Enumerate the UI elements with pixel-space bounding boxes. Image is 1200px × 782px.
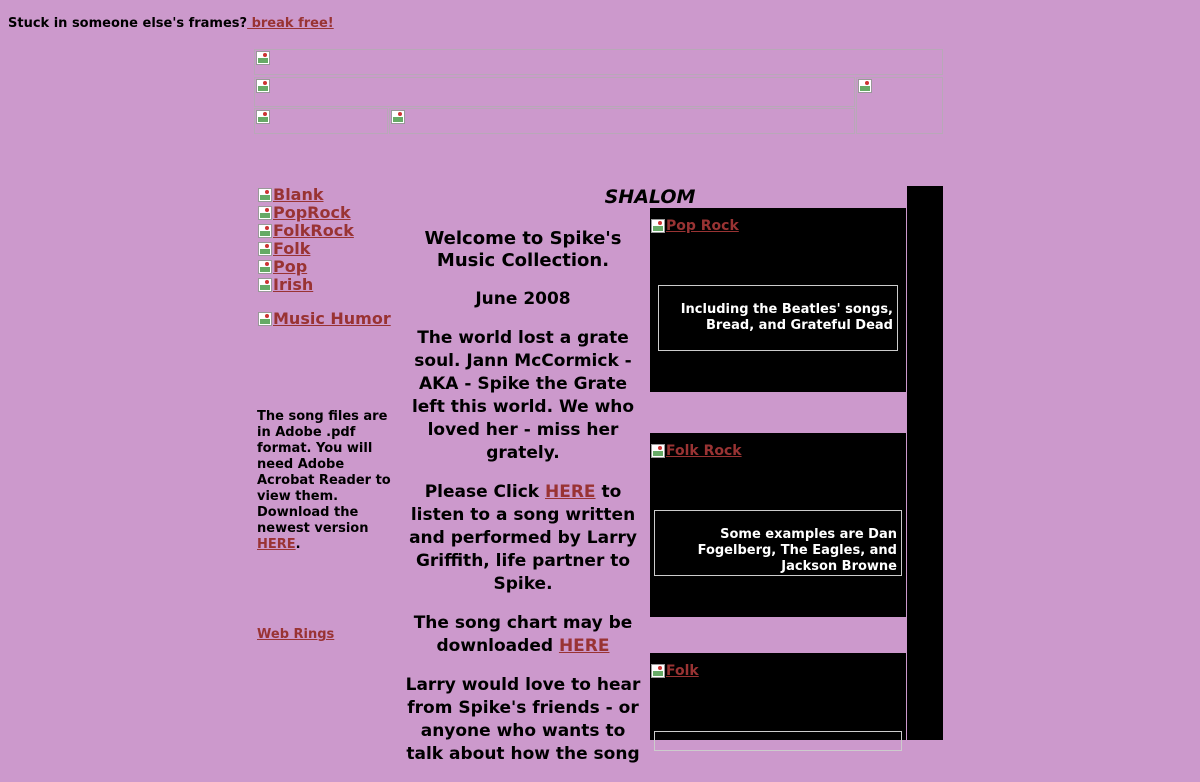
nav-link-blank[interactable]: Blank bbox=[273, 185, 324, 204]
shalom-heading: SHALOM bbox=[604, 186, 696, 208]
genre-description bbox=[654, 731, 902, 751]
frames-text: Stuck in someone else's frames? bbox=[8, 16, 248, 31]
genre-description: Some examples are Dan Fogelberg, The Eagles, and Jackson Browne bbox=[654, 510, 902, 576]
nav-item-irish[interactable] bbox=[257, 276, 354, 294]
web-rings bbox=[257, 627, 334, 642]
genre-link-label[interactable]: Folk Rock bbox=[666, 443, 742, 459]
larry-paragraph: Larry would love to hear from Spike's friends - or anyone who wants to talk about how the song bbox=[405, 675, 641, 764]
nav-item-pop[interactable] bbox=[257, 258, 354, 276]
song-files-end: . bbox=[295, 537, 301, 552]
broken-image-icon bbox=[650, 218, 666, 234]
welcome-heading: Welcome to Spike's Music Collection. bbox=[424, 228, 622, 271]
broken-image-icon bbox=[256, 79, 270, 93]
chart-paragraph bbox=[405, 612, 641, 658]
song-files-text: The song files are in Adobe .pdf format. You will need Adobe Acrobat Reader to view them. Download the newest version bbox=[257, 409, 391, 536]
main-content bbox=[405, 228, 641, 782]
genre-description: Including the Beatles' songs, Bread, and Grateful Dead bbox=[658, 285, 898, 351]
listen-pre: Please Click bbox=[424, 482, 545, 502]
genre-link-pop-rock[interactable] bbox=[650, 218, 739, 234]
header-left-image bbox=[254, 108, 388, 134]
header-side-image bbox=[856, 77, 943, 134]
genre-link-label[interactable]: Pop Rock bbox=[666, 218, 739, 234]
broken-image-icon bbox=[257, 223, 273, 239]
web-rings-link[interactable]: Web Rings bbox=[257, 627, 335, 642]
nav-link-pop[interactable]: Pop bbox=[273, 257, 308, 276]
nav-item-folk[interactable] bbox=[257, 240, 354, 258]
header-title-image bbox=[254, 77, 855, 107]
genre-link-folk[interactable] bbox=[650, 663, 699, 679]
broken-image-icon bbox=[257, 277, 273, 293]
listen-post: to listen to a song written and performed by Larry Griffith, life partner to Spike. bbox=[409, 482, 637, 594]
genre-box-folk bbox=[650, 653, 906, 740]
music-humor-link[interactable]: Music Humor bbox=[273, 309, 391, 328]
music-humor-item[interactable] bbox=[257, 309, 391, 328]
broken-image-icon bbox=[256, 110, 270, 124]
header-banner-image bbox=[254, 49, 943, 75]
nav-link-poprock[interactable]: PopRock bbox=[273, 203, 351, 222]
chart-pre: The song chart may be downloaded bbox=[413, 613, 633, 656]
adobe-download-link[interactable]: HERE bbox=[257, 537, 296, 552]
genre-nav bbox=[257, 186, 354, 294]
nav-link-irish[interactable]: Irish bbox=[273, 275, 314, 294]
nav-item-folkrock[interactable] bbox=[257, 222, 354, 240]
right-black-column bbox=[907, 186, 943, 740]
broken-image-icon bbox=[257, 311, 273, 327]
song-chart-link[interactable]: HERE bbox=[558, 636, 610, 656]
tribute-text: The world lost a grate soul. Jann McCormick - AKA - Spike the Grate left this world. We who loved her - miss her grately. bbox=[411, 328, 635, 463]
date-text: June 2008 bbox=[475, 289, 571, 309]
nav-item-blank[interactable] bbox=[257, 186, 354, 204]
broken-image-icon bbox=[257, 241, 273, 257]
nav-item-poprock[interactable] bbox=[257, 204, 354, 222]
genre-link-folk-rock[interactable] bbox=[650, 443, 742, 459]
song-files-note bbox=[257, 409, 397, 553]
frames-notice bbox=[8, 16, 334, 31]
genre-link-label[interactable]: Folk bbox=[666, 663, 699, 679]
broken-image-icon bbox=[257, 259, 273, 275]
genre-box-pop-rock bbox=[650, 208, 906, 392]
nav-link-folkrock[interactable]: FolkRock bbox=[273, 221, 354, 240]
listen-paragraph bbox=[405, 481, 641, 596]
broken-image-icon bbox=[256, 51, 270, 65]
broken-image-icon bbox=[257, 205, 273, 221]
nav-link-folk[interactable]: Folk bbox=[273, 239, 311, 258]
broken-image-icon bbox=[257, 187, 273, 203]
listen-song-link[interactable]: HERE bbox=[545, 482, 596, 502]
broken-image-icon bbox=[650, 443, 666, 459]
header-center-image bbox=[389, 108, 855, 134]
broken-image-icon bbox=[858, 79, 872, 93]
broken-image-icon bbox=[650, 663, 666, 679]
broken-image-icon bbox=[391, 110, 405, 124]
genre-box-folk-rock bbox=[650, 433, 906, 617]
break-free-link[interactable]: break free! bbox=[247, 16, 334, 31]
